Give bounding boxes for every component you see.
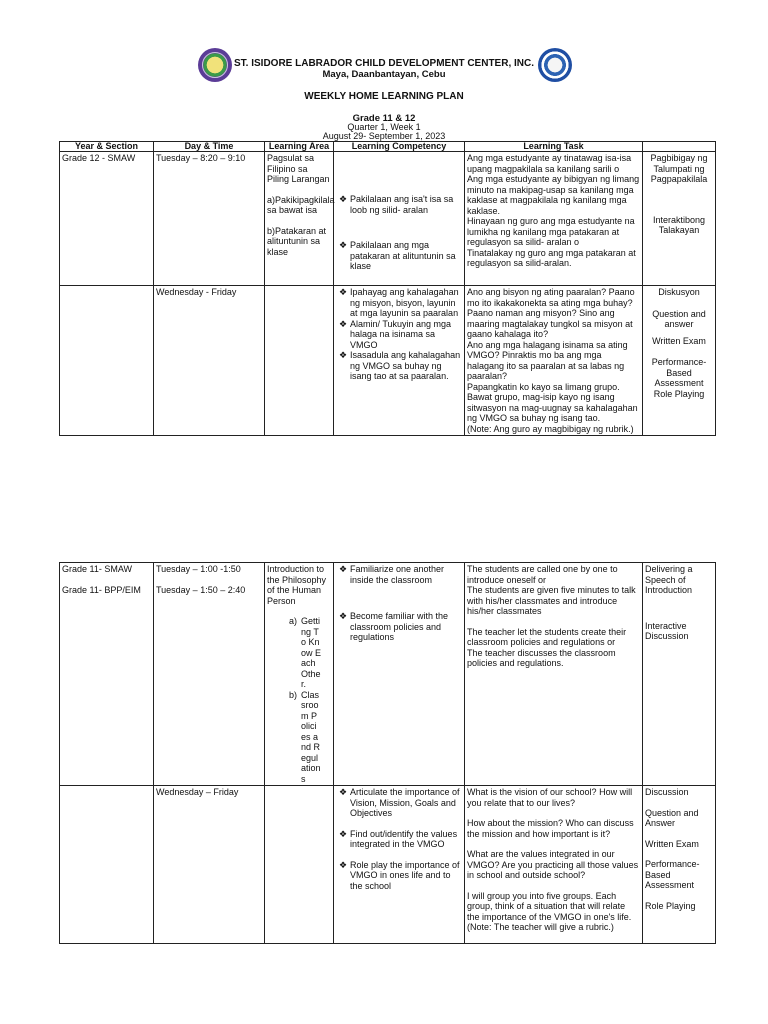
table-row bbox=[60, 786, 716, 944]
task-cell: Ang mga estudyante ay tinatawag isa-isa upang magpakilala sa kanilang sarili o Ang mga estudyante ay bibigyan ng limang minuto na makipag-usap sa kanilang mga kaklase at magpakilala ng kanilang mga kaklase. Hinayaan ng guro ang mga estudyante na lumikha ng kanilang mga patakaran at regulasyon sa silid- aralan o Tinatalakay ng guro ang mga patakaran at regulasyon sa silid-aralan. bbox=[465, 152, 643, 286]
col-learning-competency: Learning Competency bbox=[334, 142, 465, 152]
method-cell: Diskusyon Question and answer Written Exam Performance-Based Assessment Role Playing bbox=[643, 286, 716, 436]
col-learning-area: Learning Area bbox=[265, 142, 334, 152]
date-range: August 29- September 1, 2023 bbox=[322, 131, 446, 141]
diamond-bullet-icon: ❖ bbox=[338, 350, 348, 360]
list-item: ❖ Find out/identify the values integrated in the VMGO bbox=[336, 829, 462, 850]
col-method bbox=[643, 142, 716, 152]
diamond-bullet-icon: ❖ bbox=[338, 564, 348, 574]
diamond-bullet-icon: ❖ bbox=[338, 318, 348, 329]
learning-plan-table-grade11 bbox=[59, 562, 716, 944]
school-name: ST. ISIDORE LABRADOR CHILD DEVELOPMENT CENTER, INC. bbox=[233, 58, 534, 69]
learning-area-cell bbox=[265, 786, 334, 944]
competency-cell bbox=[334, 152, 465, 286]
list-item: ❖ Familiarize one another inside the classroom bbox=[336, 564, 462, 585]
plan-title: WEEKLY HOME LEARNING PLAN bbox=[304, 91, 464, 102]
table-row bbox=[60, 152, 716, 286]
quarter-week: Quarter 1, Week 1 bbox=[347, 122, 421, 132]
area-item: b) Classroom Policies and Regulations bbox=[288, 689, 321, 784]
method-cell: Delivering a Speech of Introduction Interactive Discussion bbox=[643, 563, 716, 786]
section-cell: Grade 11- SMAW Grade 11- BPP/EIM bbox=[60, 563, 154, 786]
diamond-bullet-icon: ❖ bbox=[338, 828, 348, 839]
table-header-row bbox=[60, 142, 716, 152]
list-item: ❖ Alamin/ Tukuyin ang mga halaga na isinama sa VMGO bbox=[336, 319, 462, 351]
task-cell: The students are called one by one to introduce oneself or The students are given five minutes to talk with his/her classmates and introduce his/her classmates The teacher let the students create their classroom policies and regulations or The teacher discusses the classroom policies and regulations. bbox=[465, 563, 643, 786]
col-day-time: Day & Time bbox=[154, 142, 265, 152]
competency-cell bbox=[334, 286, 465, 436]
competency-cell bbox=[334, 786, 465, 944]
diamond-bullet-icon: ❖ bbox=[338, 611, 348, 621]
area-title: Pagsulat sa Filipino sa Piling Larangan bbox=[267, 153, 330, 184]
table-row bbox=[60, 286, 716, 436]
day-time-cell: Wednesday – Friday bbox=[154, 786, 265, 944]
area-title: Introduction to the Philosophy of the Human Person bbox=[267, 564, 327, 606]
list-item: ❖ Ipahayag ang kahalagahan ng misyon, bisyon, layunin at mga layunin sa paaralan bbox=[336, 287, 462, 319]
task-cell: What is the vision of our school? How will you relate that to our lives? How about the mission? Who can discuss the mission and how important is it? What are the values integrated in our VMGO? Are you practicing all those values in school and outside school? I will group you into five groups. Each group, think of a situation that will relate the importance of the VMGO in one's life. (Note: The teacher will give a rubric.) bbox=[465, 786, 643, 944]
day-time-cell: Wednesday - Friday bbox=[154, 286, 265, 436]
day-time-cell: Tuesday – 1:00 -1:50 Tuesday – 1:50 – 2:40 bbox=[154, 563, 265, 786]
document-header bbox=[0, 48, 768, 88]
day-time-cell: Tuesday – 8:20 – 9:10 bbox=[154, 152, 265, 286]
section-cell bbox=[60, 286, 154, 436]
section-cell: Grade 12 - SMAW bbox=[60, 152, 154, 286]
learning-area-cell bbox=[265, 563, 334, 786]
diamond-bullet-icon: ❖ bbox=[338, 287, 348, 297]
method-cell: Pagbibigay ng Talumpati ng Pagpapakilala Interaktibong Talakayan bbox=[643, 152, 716, 286]
list-item: ❖ Role play the importance of VMGO in ones life and to the school bbox=[336, 860, 462, 892]
area-item: a) Getting To Know Each Other. bbox=[288, 616, 322, 689]
list-item: ❖ Pakilalaan ang mga patakaran at alituntunin sa klase bbox=[336, 240, 462, 272]
list-item: ❖ Pakilalaan ang isa't isa sa loob ng silid- aralan bbox=[336, 194, 462, 215]
diamond-bullet-icon: ❖ bbox=[338, 194, 348, 204]
learning-area-cell bbox=[265, 152, 334, 286]
area-item: b)Patakaran at alituntunin sa klase bbox=[267, 225, 327, 257]
diamond-bullet-icon: ❖ bbox=[338, 240, 348, 250]
col-learning-task: Learning Task bbox=[465, 142, 643, 152]
diamond-bullet-icon: ❖ bbox=[338, 859, 348, 870]
list-item: ❖ Articulate the importance of Vision, Mission, Goals and Objectives bbox=[336, 787, 462, 819]
list-item: ❖ Become familiar with the classroom policies and regulations bbox=[336, 611, 462, 643]
competency-cell bbox=[334, 563, 465, 786]
method-cell: Discussion Question and Answer Written Exam Performance-Based Assessment Role Playing bbox=[643, 786, 716, 944]
col-year-section: Year & Section bbox=[60, 142, 154, 152]
diamond-bullet-icon: ❖ bbox=[338, 787, 348, 797]
section-cell bbox=[60, 786, 154, 944]
table-row bbox=[60, 563, 716, 786]
task-cell: Ano ang bisyon ng ating paaralan? Paano mo ito ikakakonekta sa ating mga buhay? Paano naman ang misyon? Sino ang maaring magtalakay tungkol sa misyon at gaano kahalaga ito? Ano ang mga halagang isinama sa ating VMGO? Pinraktis mo ba ang mga halagang ito sa paaralan at sa labas ng paaralan? Papangkatin ko kayo sa limang grupo. Bawat grupo, mag-isip kayo ng isang sitwasyon na mag-uugnay sa kahalagahan ng VMGO sa buhay ng isang tao. (Note: Ang guro ay magbibigay ng rubrik.) bbox=[465, 286, 643, 436]
learning-plan-table-grade12 bbox=[59, 141, 716, 436]
area-item: a)Pakikipagkilala sa bawat isa bbox=[267, 194, 335, 215]
learning-area-cell bbox=[265, 286, 334, 436]
grade-level: Grade 11 & 12 bbox=[352, 113, 416, 124]
school-address: Maya, Daanbantayan, Cebu bbox=[322, 69, 446, 80]
list-item: ❖ Isasadula ang kahalagahan ng VMGO sa buhay ng isang tao at sa paaralan. bbox=[336, 350, 462, 382]
